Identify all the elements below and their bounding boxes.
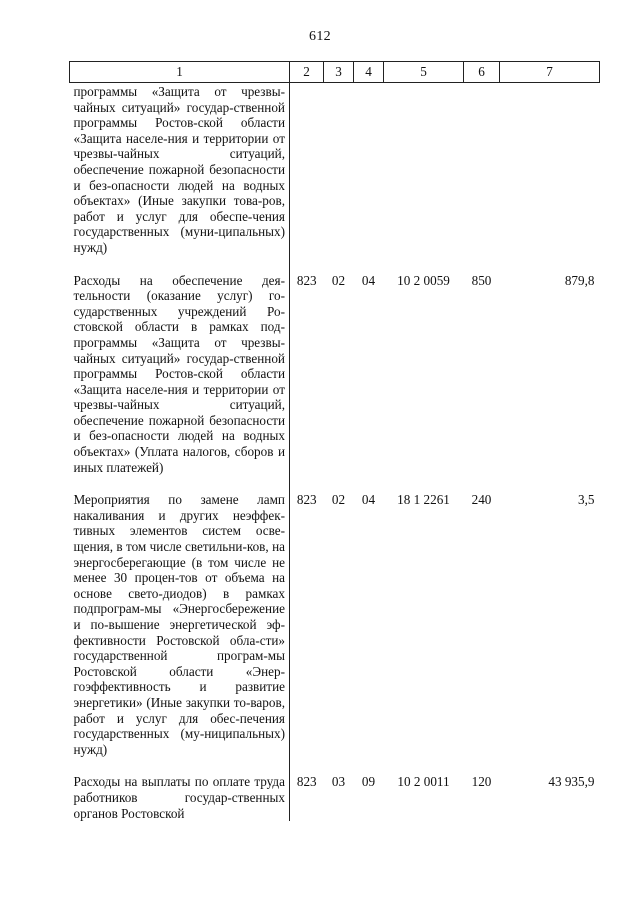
column-header-7: 7 [500, 62, 600, 83]
target-article-code [384, 83, 464, 256]
row-description: Расходы на выплаты по оплате труда работников государ-ственных органов Ростовской [70, 757, 290, 821]
column-header-3: 3 [324, 62, 354, 83]
column-header-4: 4 [354, 62, 384, 83]
amount-value: 3,5 [578, 492, 595, 508]
section-code: 02 [331, 492, 346, 508]
ministry-code: 823 [296, 774, 317, 790]
section-code [324, 83, 354, 256]
page-number: 612 [309, 29, 331, 44]
table-row [70, 83, 600, 256]
table-row [70, 475, 600, 757]
section-code: 02 [331, 272, 346, 288]
section-code: 03 [331, 774, 346, 790]
expense-type-code: 120 [471, 774, 492, 790]
subsection-code [354, 83, 384, 256]
row-description: программы «Защита от чрезвы-чайных ситуаций» государ-ственной программы Ростов-ской области «Защита населе-ния и территории от чрезвы-чайных ситуаций, обеспечение пожарной безопасности и без-опасности людей на водных объектах» (Иные закупки това-ров, работ и услуг для обеспе-чения государственных (муни-ципальных) нужд) [70, 83, 290, 256]
target-article-code: 10 2 0059 [397, 272, 450, 288]
expense-type-code: 850 [471, 272, 492, 288]
amount-value: 879,8 [564, 272, 595, 288]
subsection-code: 04 [361, 492, 376, 508]
table-row [70, 757, 600, 821]
target-article-code: 10 2 0011 [397, 774, 450, 790]
row-description: Расходы на обеспечение дея-тельности (оказание услуг) го-сударственных учреждений Ро-стовской области в рамках под-программы «Защита от чрезвы-чайных ситуаций» государ-ственной программы Ростов-ской области «Защита населе-ния и территории от чрезвы-чайных ситуаций, обеспечение пожарной безопасности и без-опасности людей на водных объектах» (Уплата налогов, сборов и иных платежей) [70, 256, 290, 476]
column-header-5: 5 [384, 62, 464, 83]
column-header-2: 2 [290, 62, 324, 83]
table-row [70, 256, 600, 476]
ministry-code: 823 [296, 272, 317, 288]
amount-value [500, 83, 600, 256]
subsection-code: 04 [361, 272, 376, 288]
expense-type-code [464, 83, 500, 256]
row-description: Мероприятия по замене ламп накаливания и других неэффек-тивных элементов систем осве-щения, в том числе светильни-ков, на энергосберегающие (в том числе не менее 30 процен-тов от объема на основе свето-диодов) в рамках подпрограм-мы «Энергосбережение и по-вышение энергетической эф-фективности Ростовской обла-сти» государственной програм-мы Ростовской области «Энер-гоэффективность и развитие энергетики» (Иные закупки то-варов, работ и услуг для обес-печения государственных (му-ниципальных) нужд) [70, 475, 290, 757]
ministry-code [290, 83, 324, 256]
ministry-code: 823 [296, 492, 317, 508]
header-row [70, 62, 600, 83]
subsection-code: 09 [361, 774, 376, 790]
target-article-code: 18 1 2261 [397, 492, 450, 508]
budget-table [69, 61, 600, 821]
column-header-1: 1 [70, 62, 290, 83]
amount-value: 43 935,9 [548, 774, 595, 790]
expense-type-code: 240 [471, 492, 492, 508]
column-header-6: 6 [464, 62, 500, 83]
